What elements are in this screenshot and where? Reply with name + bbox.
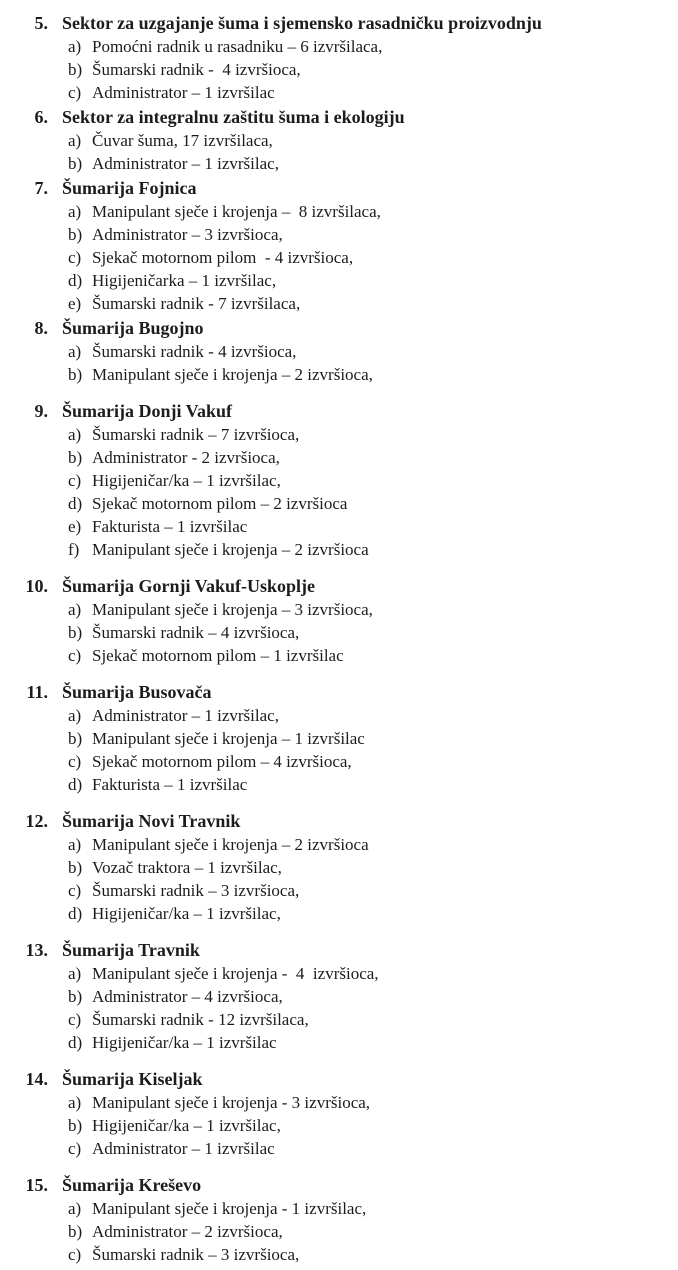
section-heading <box>20 575 670 598</box>
item-text: Šumarski radnik - 4 izvršioca, <box>92 60 301 79</box>
item-letter: b) <box>68 154 83 173</box>
list-section <box>20 681 670 796</box>
item-letter: b) <box>68 225 83 244</box>
list-item <box>68 598 670 621</box>
list-item <box>68 621 670 644</box>
list-item <box>68 129 670 152</box>
item-letter: d) <box>68 1033 83 1052</box>
list-item <box>68 833 670 856</box>
item-letter: a) <box>68 1093 82 1112</box>
list-item <box>68 1031 670 1054</box>
list-item <box>68 492 670 515</box>
item-text: Šumarski radnik – 4 izvršioca, <box>92 623 300 642</box>
section-items <box>68 200 670 315</box>
item-letter: a) <box>68 964 82 983</box>
item-letter: a) <box>68 425 82 444</box>
list-item <box>68 469 670 492</box>
list-item <box>68 81 670 104</box>
item-letter: d) <box>68 904 83 923</box>
section-items <box>68 833 670 925</box>
list-section <box>20 106 670 175</box>
section-items <box>68 1091 670 1160</box>
item-text: Manipulant sječe i krojenja – 3 izvršioca, <box>92 600 373 619</box>
item-text: Vozač traktora – 1 izvršilac, <box>92 858 282 877</box>
section-title: Sektor za integralnu zaštitu šuma i ekologiju <box>62 107 405 127</box>
item-text: Higijeničar/ka – 1 izvršilac, <box>92 471 281 490</box>
list-item <box>68 223 670 246</box>
section-items <box>68 704 670 796</box>
list-item <box>68 1114 670 1137</box>
item-letter: a) <box>68 342 82 361</box>
list-section <box>20 1174 670 1266</box>
section-number: 6. <box>34 107 48 127</box>
item-letter: b) <box>68 729 83 748</box>
item-text: Administrator – 2 izvršioca, <box>92 1222 283 1241</box>
section-title: Šumarija Gornji Vakuf-Uskoplje <box>62 576 316 596</box>
section-number: 13. <box>25 940 48 960</box>
item-letter: b) <box>68 60 83 79</box>
item-text: Administrator – 1 izvršilac, <box>92 706 279 725</box>
section-heading <box>20 317 670 340</box>
list-item <box>68 58 670 81</box>
item-text: Sjekač motornom pilom – 1 izvršilac <box>92 646 344 665</box>
item-text: Sjekač motornom pilom – 4 izvršioca, <box>92 752 352 771</box>
item-text: Manipulant sječe i krojenja – 8 izvršilaca, <box>92 202 381 221</box>
list-item <box>68 856 670 879</box>
item-letter: b) <box>68 858 83 877</box>
item-text: Sjekač motornom pilom – 2 izvršioca <box>92 494 348 513</box>
section-title: Šumarija Travnik <box>62 940 200 960</box>
item-text: Higijeničar/ka – 1 izvršilac <box>92 1033 277 1052</box>
list-item <box>68 773 670 796</box>
section-items <box>68 1197 670 1266</box>
list-item <box>68 363 670 386</box>
list-section <box>20 1068 670 1160</box>
item-letter: b) <box>68 365 83 384</box>
item-text: Šumarski radnik - 7 izvršilaca, <box>92 294 301 313</box>
list-item <box>68 515 670 538</box>
section-number: 7. <box>34 178 48 198</box>
document-body <box>20 12 670 1266</box>
section-heading <box>20 1068 670 1091</box>
section-items <box>68 129 670 175</box>
list-item <box>68 423 670 446</box>
item-letter: d) <box>68 494 83 513</box>
list-item <box>68 152 670 175</box>
section-title: Šumarija Bugojno <box>62 318 204 338</box>
list-item <box>68 727 670 750</box>
item-letter: c) <box>68 83 82 102</box>
list-item <box>68 704 670 727</box>
item-text: Fakturista – 1 izvršilac <box>92 775 248 794</box>
item-letter: b) <box>68 987 83 1006</box>
section-title: Šumarija Busovača <box>62 682 212 702</box>
item-letter: b) <box>68 448 83 467</box>
list-item <box>68 446 670 469</box>
list-item <box>68 750 670 773</box>
list-item <box>68 644 670 667</box>
list-item <box>68 1220 670 1243</box>
section-title: Šumarija Fojnica <box>62 178 197 198</box>
item-text: Šumarski radnik - 12 izvršilaca, <box>92 1010 309 1029</box>
list-section <box>20 810 670 925</box>
item-letter: a) <box>68 706 82 725</box>
section-number: 5. <box>34 13 48 33</box>
item-text: Fakturista – 1 izvršilac <box>92 517 248 536</box>
item-text: Čuvar šuma, 17 izvršilaca, <box>92 131 273 150</box>
list-item <box>68 1197 670 1220</box>
list-section <box>20 177 670 315</box>
section-items <box>68 598 670 667</box>
item-letter: a) <box>68 131 82 150</box>
item-text: Administrator – 1 izvršilac <box>92 83 275 102</box>
section-number: 12. <box>25 811 48 831</box>
section-number: 9. <box>34 401 48 421</box>
section-items <box>68 35 670 104</box>
section-heading <box>20 106 670 129</box>
list-item <box>68 1091 670 1114</box>
item-letter: c) <box>68 471 82 490</box>
item-text: Higijeničarka – 1 izvršilac, <box>92 271 277 290</box>
item-text: Pomoćni radnik u rasadniku – 6 izvršilaca, <box>92 37 383 56</box>
list-item <box>68 902 670 925</box>
section-heading <box>20 12 670 35</box>
item-letter: f) <box>68 540 80 559</box>
list-item <box>68 538 670 561</box>
item-text: Administrator – 1 izvršilac, <box>92 154 279 173</box>
section-number: 11. <box>26 682 48 702</box>
section-heading <box>20 810 670 833</box>
list-item <box>68 292 670 315</box>
item-letter: c) <box>68 752 82 771</box>
item-text: Manipulant sječe i krojenja – 1 izvršilac <box>92 729 365 748</box>
list-item <box>68 246 670 269</box>
item-letter: a) <box>68 600 82 619</box>
item-letter: b) <box>68 1116 83 1135</box>
list-item <box>68 879 670 902</box>
section-title: Šumarija Novi Travnik <box>62 811 241 831</box>
list-item <box>68 35 670 58</box>
section-items <box>68 962 670 1054</box>
list-item <box>68 1243 670 1266</box>
item-text: Administrator – 3 izvršioca, <box>92 225 283 244</box>
item-text: Šumarski radnik – 3 izvršioca, <box>92 1245 300 1264</box>
section-number: 14. <box>25 1069 48 1089</box>
section-title: Šumarija Kreševo <box>62 1175 202 1195</box>
list-item <box>68 985 670 1008</box>
list-section <box>20 575 670 667</box>
item-letter: b) <box>68 623 83 642</box>
section-heading <box>20 681 670 704</box>
item-letter: c) <box>68 248 82 267</box>
item-letter: d) <box>68 271 83 290</box>
item-letter: d) <box>68 775 83 794</box>
section-title: Šumarija Kiseljak <box>62 1069 203 1089</box>
section-heading <box>20 1174 670 1197</box>
item-text: Administrator - 2 izvršioca, <box>92 448 280 467</box>
item-text: Administrator – 4 izvršioca, <box>92 987 283 1006</box>
section-heading <box>20 400 670 423</box>
list-item <box>68 340 670 363</box>
item-letter: a) <box>68 1199 82 1218</box>
item-text: Šumarski radnik – 7 izvršioca, <box>92 425 300 444</box>
section-number: 15. <box>25 1175 48 1195</box>
item-letter: c) <box>68 1139 82 1158</box>
item-text: Manipulant sječe i krojenja - 4 izvršioca, <box>92 964 379 983</box>
item-text: Sjekač motornom pilom - 4 izvršioca, <box>92 248 354 267</box>
item-text: Šumarski radnik - 4 izvršioca, <box>92 342 297 361</box>
section-number: 8. <box>34 318 48 338</box>
item-letter: c) <box>68 881 82 900</box>
item-letter: a) <box>68 202 82 221</box>
item-text: Manipulant sječe i krojenja – 2 izvršioca <box>92 540 369 559</box>
item-letter: e) <box>68 517 82 536</box>
list-item <box>68 1137 670 1160</box>
item-letter: c) <box>68 646 82 665</box>
item-text: Šumarski radnik – 3 izvršioca, <box>92 881 300 900</box>
section-title: Šumarija Donji Vakuf <box>62 401 233 421</box>
item-text: Higijeničar/ka – 1 izvršilac, <box>92 1116 281 1135</box>
list-section <box>20 939 670 1054</box>
section-heading <box>20 177 670 200</box>
item-letter: b) <box>68 1222 83 1241</box>
list-item <box>68 200 670 223</box>
item-text: Manipulant sječe i krojenja - 3 izvršioca, <box>92 1093 371 1112</box>
section-title: Sektor za uzgajanje šuma i sjemensko rasadničku proizvodnju <box>62 13 542 33</box>
item-letter: a) <box>68 835 82 854</box>
item-text: Manipulant sječe i krojenja - 1 izvršilac, <box>92 1199 367 1218</box>
list-section <box>20 12 670 104</box>
item-letter: c) <box>68 1245 82 1264</box>
section-items <box>68 423 670 561</box>
item-text: Higijeničar/ka – 1 izvršilac, <box>92 904 281 923</box>
section-number: 10. <box>25 576 48 596</box>
item-text: Manipulant sječe i krojenja – 2 izvršioca <box>92 835 369 854</box>
section-items <box>68 340 670 386</box>
item-letter: e) <box>68 294 82 313</box>
item-text: Administrator – 1 izvršilac <box>92 1139 275 1158</box>
list-item <box>68 962 670 985</box>
item-letter: c) <box>68 1010 82 1029</box>
item-text: Manipulant sječe i krojenja – 2 izvršioca, <box>92 365 373 384</box>
list-item <box>68 269 670 292</box>
item-letter: a) <box>68 37 82 56</box>
section-heading <box>20 939 670 962</box>
list-section <box>20 317 670 386</box>
list-section <box>20 400 670 561</box>
list-item <box>68 1008 670 1031</box>
